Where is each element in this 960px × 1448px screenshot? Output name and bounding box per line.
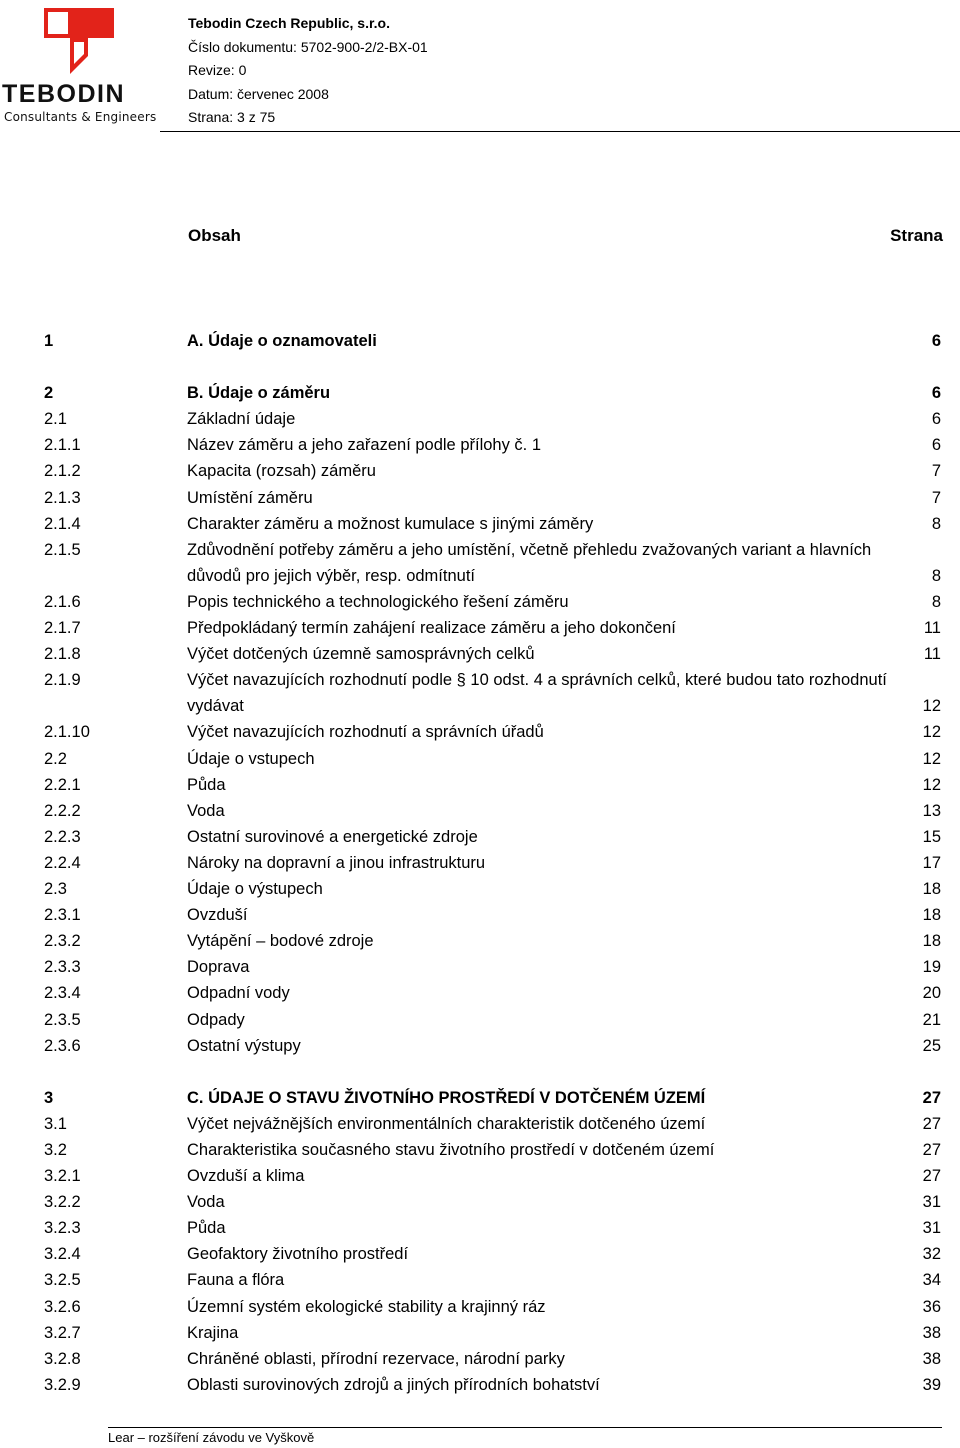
toc-entry-page: 12 [922,723,941,742]
toc-entry[interactable] [0,563,960,589]
toc-entry-title: Umístění záměru [187,488,313,507]
toc-entry[interactable] [0,1241,960,1267]
toc-entry-number: 2.3.2 [44,932,81,951]
toc-entry[interactable] [0,1320,960,1346]
toc-entry-title: Charakteristika současného stavu životního prostředí v dotčeném území [187,1140,715,1159]
toc-entry[interactable] [0,328,960,354]
toc-entry[interactable] [0,1007,960,1033]
toc-entry-page: 8 [931,566,941,585]
toc-entry-number: 2.3.1 [44,906,81,925]
toc-entry-title: Voda [187,801,225,820]
toc-entry-title: Fauna a flóra [187,1271,285,1290]
toc-entry-page: 11 [923,619,941,637]
toc-entry[interactable] [0,1267,960,1293]
toc-entry-title: Voda [187,1193,225,1212]
toc-entry-title: A. Údaje o oznamovateli [187,332,377,350]
toc-entry-page: 12 [922,775,941,794]
toc-entry-number: 2.1.8 [44,645,81,664]
toc-entry-number: 2.2.2 [44,801,81,820]
toc-entry-page: 38 [922,1349,941,1368]
toc-entry-page: 8 [931,592,941,611]
toc-entry-title: Chráněné oblasti, přírodní rezervace, národní parky [187,1349,565,1368]
toc-entry-title: Údaje o vstupech [187,749,315,768]
toc-entry-title: Název záměru a jeho zařazení podle přílohy č. 1 [187,436,542,455]
toc-entry-title: B. Údaje o záměru [187,384,331,403]
toc-entry-page: 36 [922,1297,941,1316]
toc-entry-page: 31 [922,1193,941,1212]
toc-entry-number: 3.2.5 [44,1271,81,1290]
toc-entry[interactable] [0,1294,960,1320]
toc-entry-page: 6 [931,332,941,350]
toc-entry-page: 15 [922,827,941,846]
toc-entry-title: Ovzduší a klima [187,1167,305,1185]
toc-entry-number: 2.1.5 [44,540,81,559]
toc-entry[interactable] [0,772,960,798]
toc-entry-title: Oblasti surovinových zdrojů a jiných přírodních bohatství [187,1375,600,1394]
toc-entry-number: 2.3.5 [44,1010,81,1029]
toc-entry[interactable] [0,1372,960,1398]
toc-entry-page: 21 [922,1010,941,1029]
toc-entry-page: 17 [922,853,941,872]
toc-entry-title: Kapacita (rozsah) záměru [187,462,376,481]
toc-entry-page: 12 [922,697,941,716]
toc-entry[interactable] [0,1085,960,1111]
toc-entry[interactable] [0,1111,960,1137]
toc-entry-title: Ostatní surovinové a energetické zdroje [187,827,478,846]
toc-entry[interactable] [0,1163,960,1189]
logo-wordmark: TEBODIN [2,80,125,108]
toc-entry[interactable] [0,902,960,928]
toc-entry-number: 3.2.7 [44,1323,81,1342]
toc-entry-number: 3 [44,1088,54,1107]
toc-entry[interactable] [0,667,960,693]
toc-entry-page: 39 [922,1375,941,1394]
toc-entry-title: Předpokládaný termín zahájení realizace záměru a jeho dokončení [187,619,676,637]
header-divider [160,131,960,132]
toc-entry-page: 18 [922,932,941,951]
toc-entry-number: 2.1.4 [44,514,81,533]
document-number: Číslo dokumentu: 5702-900-2/2-BX-01 [188,38,428,55]
toc-entry[interactable] [0,693,960,719]
toc-page-heading: Strana [890,226,943,245]
toc-entry-number: 2.2.1 [44,775,81,794]
toc-entry-number: 3.2.1 [44,1167,81,1185]
toc-entry-title: Geofaktory životního prostředí [187,1245,409,1264]
footer-divider [108,1427,942,1428]
toc-entry-page: 27 [922,1167,941,1185]
toc-entry-title: Popis technického a technologického řešení záměru [187,592,569,611]
toc-entry-title: Krajina [187,1323,239,1342]
toc-entry[interactable] [0,850,960,876]
toc-entry-title: Nároky na dopravní a jinou infrastrukturu [187,853,486,872]
toc-entry-page: 31 [922,1219,941,1238]
toc-entry-number: 3.2.8 [44,1349,81,1368]
toc-entry-number: 2.3.4 [44,984,81,1003]
toc-entry[interactable] [0,406,960,432]
toc-entry-page: 8 [931,514,941,533]
toc-entry-number: 3.2.9 [44,1375,81,1394]
toc-entry-number: 2.3.6 [44,1036,81,1055]
footer-text: Lear – rozšíření závodu ve Vyškově [108,1430,315,1445]
toc-entry[interactable] [0,954,960,980]
toc-entry[interactable] [0,1346,960,1372]
toc-entry-title: Údaje o výstupech [187,880,323,898]
toc-entry[interactable] [0,485,960,511]
toc-entry-page: 27 [922,1088,941,1107]
toc-entry[interactable] [0,432,960,458]
toc-entry-number: 3.2.4 [44,1245,81,1264]
toc-entry-page: 7 [931,488,941,507]
toc-entry[interactable] [0,458,960,484]
toc-entry-number: 2.1.7 [44,619,81,637]
toc-entry[interactable] [0,876,960,902]
toc-heading: Obsah [188,226,241,245]
document-header [188,12,428,130]
toc-entry-page: 6 [931,436,941,455]
toc-entry-page: 25 [922,1036,941,1055]
toc-entry-number: 1 [44,332,54,350]
toc-entry-page: 6 [931,384,941,403]
toc-entry[interactable] [0,746,960,772]
toc-entry-title: Výčet dotčených územně samosprávných celků [187,645,535,664]
toc-entry-page: 34 [922,1271,941,1290]
toc-entry-title: Odpady [187,1010,245,1029]
toc-entry[interactable] [0,1189,960,1215]
toc-entry[interactable] [0,1137,960,1163]
toc-entry-number: 2.1.9 [44,671,81,690]
toc-entry-page: 19 [922,958,941,977]
toc-entry[interactable] [0,719,960,745]
toc-entry-number: 2.2.3 [44,827,81,846]
toc-entry-title: vydávat [187,697,244,716]
toc-entry-number: 2.1.2 [44,462,81,481]
toc-entry-title: C. ÚDAJE O STAVU ŽIVOTNÍHO PROSTŘEDÍ V DOTČENÉM ÚZEMÍ [187,1088,706,1107]
toc-entry[interactable] [0,1033,960,1059]
toc-entry-title: Půda [187,1219,226,1238]
toc-entry-page: 18 [922,906,941,925]
toc-entry-title: Základní údaje [187,410,296,429]
toc-entry-title: důvodů pro jejich výběr, resp. odmítnutí [187,566,475,585]
toc-entry[interactable] [0,980,960,1006]
toc-entry-number: 2.1.3 [44,488,81,507]
toc-entry[interactable] [0,798,960,824]
toc-entry[interactable] [0,589,960,615]
toc-entry-number: 2.2 [44,749,67,768]
toc-entry-number: 3.2.3 [44,1219,81,1238]
toc-entry[interactable] [0,824,960,850]
toc-entry-number: 2.2.4 [44,853,81,872]
toc-entry-number: 3.2.6 [44,1297,81,1316]
toc-entry-number: 2.1.10 [44,723,90,742]
toc-entry-page: 13 [922,801,941,820]
logo-subtitle: Consultants & Engineers [4,110,157,124]
toc-entry[interactable] [0,537,960,563]
toc-entry-title: Ostatní výstupy [187,1036,301,1055]
toc-entry-title: Charakter záměru a možnost kumulace s jinými záměry [187,514,594,533]
toc-entry-title: Odpadní vody [187,984,290,1003]
toc-entry-page: 20 [922,984,941,1003]
toc-entry[interactable] [0,615,960,641]
toc-entry-page: 18 [922,880,941,898]
toc-entry-page: 6 [931,410,941,429]
toc-entry-number: 2.1 [44,410,67,429]
toc-entry-number: 3.2.2 [44,1193,81,1212]
toc-entry-page: 32 [922,1245,941,1264]
toc-entry[interactable] [0,1215,960,1241]
company-name: Tebodin Czech Republic, s.r.o. [188,15,390,31]
toc-entry-number: 3.2 [44,1140,67,1159]
toc-entry-number: 2.1.1 [44,436,81,455]
toc-entry-page: 38 [922,1323,941,1342]
toc-entry-number: 2.3 [44,880,67,898]
page-indicator: Strana: 3 z 75 [188,109,276,125]
toc-entry-title: Územní systém ekologické stability a krajinný ráz [187,1297,546,1316]
toc-entry-number: 2.3.3 [44,958,81,977]
toc-entry-title: Půda [187,775,226,794]
toc-entry[interactable] [0,641,960,667]
toc-entry[interactable] [0,511,960,537]
toc-entry-title: Zdůvodnění potřeby záměru a jeho umístění, včetně přehledu zvažovaných variant a hlavních [187,540,872,559]
toc-entry-title: Ovzduší [187,906,248,925]
toc-entry-title: Vytápění – bodové zdroje [187,932,374,951]
toc-entry-page: 27 [922,1114,941,1133]
toc-entry-title: Výčet navazujících rozhodnutí a správních úřadů [187,723,544,742]
toc-entry[interactable] [0,928,960,954]
revision: Revize: 0 [188,62,247,78]
toc-entry[interactable] [0,380,960,406]
toc-entry-page: 12 [922,749,941,768]
toc-entry-page: 27 [922,1140,941,1159]
toc-entry-page: 11 [923,645,941,664]
document-date: Datum: červenec 2008 [188,85,329,102]
toc-entry-number: 2.1.6 [44,592,81,611]
toc-entry-number: 3.1 [44,1114,67,1133]
toc-entry-page: 7 [931,462,941,481]
toc-entry-title: Výčet nejvážnějších environmentálních charakteristik dotčeného území [187,1114,706,1133]
toc-entry-number: 2 [44,384,54,403]
toc-entry-title: Doprava [187,958,250,977]
toc-entry-title: Výčet navazujících rozhodnutí podle § 10 odst. 4 a správních celků, které budou tato rozhodnutí [187,671,887,690]
